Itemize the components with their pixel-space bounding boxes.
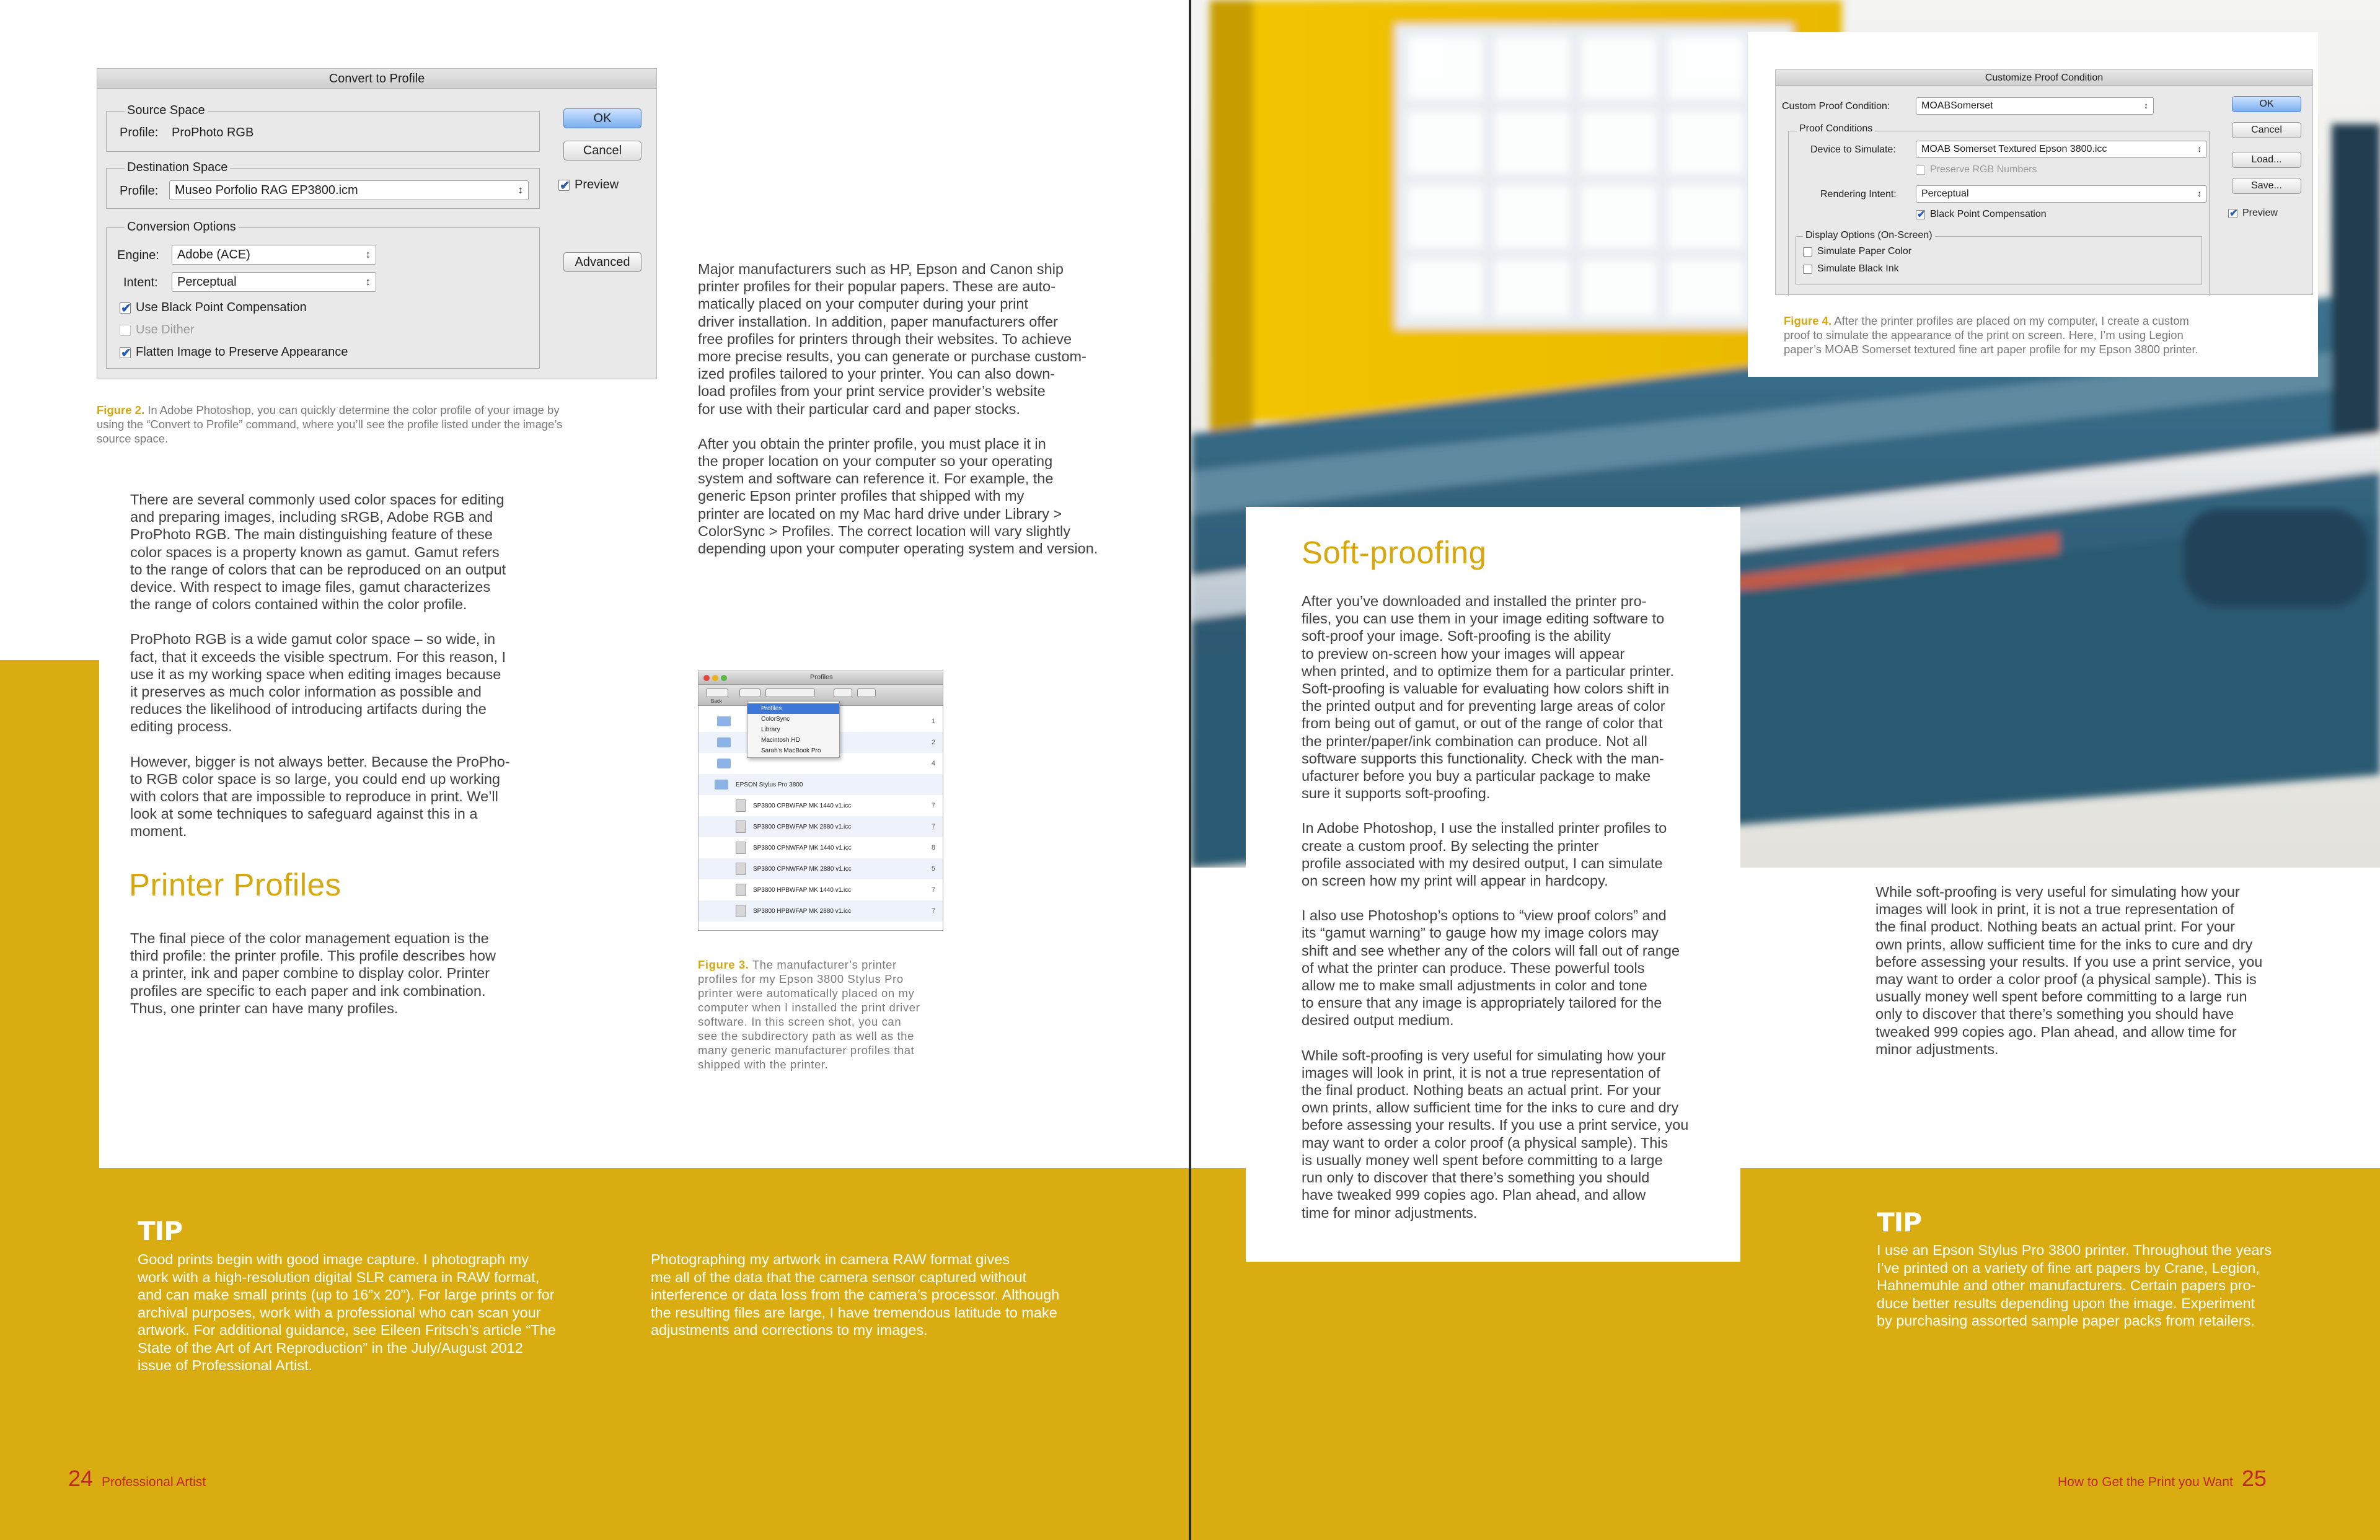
figure-3-finder-window <box>698 671 943 931</box>
paragraph: There are several commonly used color spaces for editing and preparing images, including sRGB, Adobe RGB and ProPhoto RGB. The main distinguishing feature of these color spaces is a property known as gamut. Gamut refers to the range of colors that can be reproduced on an output device. With respect to image files, gamut characterizes the range of colors contained within the color profile. <box>130 491 506 613</box>
load-button[interactable]: Load... <box>2232 152 2301 168</box>
list-item-file[interactable]: SP3800 CPBWFAP MK 1440 v1.icc 7 <box>699 795 943 816</box>
paragraph: I also use Photoshop’s options to “view proof colors” and its “gamut warning” to gauge how my image colors may shift and see whether any of the colors will fall out of range of what the printer can produce. These powerful tools allow me to make small adjustments in color and tone to ensure that any image is appropriately tailored for the desired output medium. <box>1302 907 1680 1029</box>
destination-profile-label: Profile: <box>120 184 159 198</box>
proof-conditions-label: Proof Conditions <box>1797 123 1875 134</box>
cancel-button[interactable]: Cancel <box>563 141 641 161</box>
right-folio <box>2058 1466 2267 1492</box>
paragraph: While soft-proofing is very useful for simulating how your images will look in print, it is not a true representation of the final product. Nothing beats an actual print. For your own prints, allow sufficient time for the inks to cure and dry before assessing your results. If you use a print service, you may want to order a color proof (a physical sample). This is usually money well spent before committing to a large run only to discover that there’s something you should have tweaked 999 copies ago. Plan ahead, and allow time for minor adjustments. <box>1302 1047 1689 1221</box>
rendering-intent-select[interactable]: Perceptual ↕ <box>1916 185 2207 203</box>
printer-profiles-heading: Printer Profiles <box>129 867 342 902</box>
cancel-button[interactable]: Cancel <box>2232 122 2301 138</box>
figure-2-caption <box>97 403 667 446</box>
view-buttons-icon[interactable] <box>765 689 815 697</box>
intent-label: Intent: <box>123 276 158 289</box>
preview-checkbox[interactable]: ✔ Preview <box>2228 208 2278 219</box>
figure-3-caption-text: The manufacturer’s printer profiles for my Epson 3800 Stylus Pro printer were automatically placed on my computer when I installed the print driver software. In this screen shot, you can see the subdirectory path as well as the many generic manufacturer profiles that shipped with the printer. <box>698 958 920 1071</box>
use-dither-checkbox[interactable]: Use Dither <box>120 323 194 337</box>
finder-titlebar <box>699 671 943 685</box>
advanced-button[interactable]: Advanced <box>563 252 641 272</box>
dialog-title: Convert to Profile <box>97 69 656 89</box>
list-item-folder[interactable]: EPSON Stylus Pro 3800 <box>699 774 943 795</box>
ok-button[interactable]: OK <box>2232 96 2301 112</box>
close-icon[interactable] <box>703 675 710 681</box>
figure-4-label: Figure 4. <box>1784 314 1832 327</box>
minimize-icon[interactable] <box>712 675 718 681</box>
display-options-group <box>1796 236 2202 284</box>
figure-4-customize-proof-dialog <box>1775 69 2313 295</box>
list-item-file[interactable]: SP3800 CPNWFAP MK 2880 v1.icc 5 <box>699 858 943 879</box>
path-popup-menu <box>747 701 840 758</box>
figure-3-caption <box>698 957 983 1071</box>
figure-2-convert-to-profile-dialog <box>97 68 657 379</box>
right-column-text: While soft-proofing is very useful for simulating how your images will look in print, it is not a true representation of the final product. Nothing beats an actual print. For your own prints, allow sufficient time for the inks to cure and dry before assessing your results. If you use a print service, you may want to order a color proof (a physical sample). This is usually money well spent before committing to a large run only to discover that there’s something you should have tweaked 999 copies ago. Plan ahead, and allow time for minor adjustments. <box>1875 884 2263 1057</box>
menu-item[interactable]: Library <box>761 726 780 733</box>
rendering-intent-label: Rendering Intent: <box>1820 189 1897 200</box>
simulate-paper-checkbox[interactable]: Simulate Paper Color <box>1803 246 1911 257</box>
flatten-image-checkbox[interactable]: ✔ Flatten Image to Preserve Appearance <box>120 345 348 359</box>
tip-text: I use an Epson Stylus Pro 3800 printer. Throughout the years I’ve printed on a variety of fine art papers by Crane, Legion, Hahnemuhle and other manufacturers. Certain papers pro- duce better results depending upon the image. Experiment by purchasing assorted sample paper packs from retailers. <box>1877 1242 2272 1329</box>
zoom-icon[interactable] <box>721 675 727 681</box>
page-number: 25 <box>2241 1466 2267 1491</box>
soft-proofing-text <box>1302 592 1735 1239</box>
preserve-rgb-checkbox[interactable]: Preserve RGB Numbers <box>1916 164 2037 175</box>
arrange-icon[interactable] <box>857 689 876 697</box>
bpc-checkbox[interactable]: ✔ Black Point Compensation <box>1916 209 2047 220</box>
figure-3-label: Figure 3. <box>698 958 749 971</box>
save-button[interactable]: Save... <box>2232 178 2301 194</box>
paragraph: ProPhoto RGB is a wide gamut color space – so wide, in fact, that it exceeds the visible spectrum. For this reason, I use it as my working space when editing images because it preserves as much color information as possible and reduces the likelihood of introducing artifacts during the editing process. <box>130 631 506 735</box>
device-select[interactable]: MOAB Somerset Textured Epson 3800.icc ↕ <box>1916 141 2207 158</box>
tip-text: Photographing my artwork in camera RAW format gives me all of the data that the camera sensor captured without interference or data loss from the camera’s processor. Although the resulting files are large, I have tremendous latitude to make adjustments and corrections to my images. <box>651 1251 1060 1338</box>
source-profile-label: Profile: <box>120 126 159 139</box>
dialog-title: Customize Proof Condition <box>1776 70 2312 86</box>
menu-item[interactable]: Profiles <box>747 703 839 714</box>
paragraph: Major manufacturers such as HP, Epson and Canon ship printer profiles for their popular papers. These are auto- matically placed on your computer during your print driver installation. In addition, paper manufacturers offer free profiles for printers through their websites. To achieve more precise results, you can generate or purchase custom- ized profiles tailored to your printer. You can also down- load profiles from your print service provider’s website for use with their particular card and paper stocks. <box>698 261 1086 417</box>
finder-window-title: Profiles <box>810 674 833 681</box>
tip-title: TIP <box>138 1216 183 1246</box>
folio-label: Professional Artist <box>102 1475 206 1489</box>
intent-select[interactable]: Perceptual ↕ <box>172 272 376 292</box>
simulate-ink-checkbox[interactable]: Simulate Black Ink <box>1803 263 1899 275</box>
menu-item[interactable]: Macintosh HD <box>761 737 800 744</box>
preview-checkbox[interactable]: ✔ Preview <box>558 178 619 192</box>
source-space-label: Source Space <box>125 103 208 118</box>
tip-title: TIP <box>1877 1207 1922 1238</box>
destination-space-label: Destination Space <box>125 161 230 175</box>
custom-proof-select[interactable]: MOABSomerset ↕ <box>1916 97 2154 115</box>
left-column-text <box>130 491 564 858</box>
figure-2-label: Figure 2. <box>97 403 145 416</box>
menu-item[interactable]: ColorSync <box>761 716 790 723</box>
source-profile-value: ProPhoto RGB <box>172 126 254 139</box>
figure-4-caption <box>1784 314 2317 356</box>
use-bpc-checkbox[interactable]: ✔ Use Black Point Compensation <box>120 301 307 315</box>
page-number: 24 <box>68 1466 94 1491</box>
menu-item[interactable]: Sarah's MacBook Pro <box>761 747 821 754</box>
paragraph: However, bigger is not always better. Because the ProPho- to RGB color space is so large, you could end up working with colors that are impossible to reproduce in print. We’ll look at some techniques to safeguard against this in a moment. <box>130 753 510 840</box>
action-gear-icon[interactable] <box>834 689 852 697</box>
list-item-file[interactable]: SP3800 HPBWFAP MK 1440 v1.icc 7 <box>699 879 943 900</box>
list-item-file[interactable]: SP3800 CPBWFAP MK 2880 v1.icc 7 <box>699 816 943 837</box>
tip-text: Good prints begin with good image capture. I photograph my work with a high-resolution digital SLR camera in RAW format, and can make small prints (up to 16”x 20”). For large prints or for archival purposes, work with a professional who can scan your artwork. For additional guidance, see Eileen Fritsch’s article “The State of the Art of Art Reproduction” in the July/August 2012 issue of Professional Artist. <box>138 1251 556 1373</box>
device-label: Device to Simulate: <box>1810 144 1896 155</box>
path-popup-icon[interactable] <box>739 689 760 697</box>
paragraph: After you’ve downloaded and installed the printer pro- files, you can use them in your image editing software to soft-proof your image. Soft-proofing is the ability to preview on-screen how your images will appear when printed, and to optimize them for a particular printer. Soft-proofing is valuable for evaluating how colors shift in the printed output and for preventing large areas of color from being out of gamut, or out of the range of color that the printer/paper/ink combination can produce. Not all software supports this functionality. Check with the man- ufacturer before you buy a particular package to make sure it supports soft-proofing. <box>1302 593 1674 802</box>
figure-2-caption-text: In Adobe Photoshop, you can quickly determine the color profile of your image by using the “Convert to Profile” command, where you’ll see the profile listed under the image’s source space. <box>97 403 563 445</box>
destination-profile-select[interactable]: Museo Porfolio RAG EP3800.icm ↕ <box>169 180 529 200</box>
list-item[interactable]: 1 <box>699 711 943 732</box>
back-forward-icon[interactable] <box>706 689 728 697</box>
list-item[interactable]: 4 <box>699 753 943 774</box>
middle-column-text <box>698 260 1144 574</box>
paragraph: After you obtain the printer profile, you must place it in the proper location on your computer so your operating system and software can reference it. For example, the generic Epson printer profiles that shipped with my printer are located on my Mac hard drive under Library > ColorSync > Profiles. The correct location will vary slightly depending upon your computer operating system and version. <box>698 435 1098 557</box>
conversion-options-label: Conversion Options <box>125 220 239 234</box>
paragraph: In Adobe Photoshop, I use the installed printer profiles to create a custom proof. By selecting the printer profile associated with my desired output, I can simulate on screen how my print will appear in hardcopy. <box>1302 820 1667 889</box>
list-item[interactable]: 2 <box>699 732 943 753</box>
engine-select[interactable]: Adobe (ACE) ↕ <box>172 245 376 265</box>
folio-label: How to Get the Print you Want <box>2058 1475 2233 1489</box>
paragraph: The final piece of the color management equation is the third profile: the printer profile. This profile describes how a printer, ink and paper combine to display color. Printer profiles are specific to each paper and ink combination. Thus, one printer can have many profiles. <box>130 930 496 1016</box>
back-label: Back <box>711 698 722 704</box>
figure-4-caption-text: After the printer profiles are placed on my computer, I create a custom proof to simulate the appearance of the print on screen. Here, I’m using Legion paper’s MOAB Somerset textured fine art paper profile for my Epson 3800 printer. <box>1784 314 2198 356</box>
ok-button[interactable]: OK <box>563 108 641 128</box>
printer-profiles-text <box>130 930 564 1034</box>
display-options-label: Display Options (On-Screen) <box>1803 230 1935 241</box>
custom-proof-label: Custom Proof Condition: <box>1782 101 1890 112</box>
left-folio <box>68 1466 206 1492</box>
engine-label: Engine: <box>117 249 159 262</box>
list-item-file[interactable]: SP3800 CPNWFAP MK 1440 v1.icc 8 <box>699 837 943 858</box>
soft-proofing-heading: Soft-proofing <box>1302 535 1487 570</box>
list-item-file[interactable]: SP3800 HPBWFAP MK 2880 v1.icc 7 <box>699 900 943 922</box>
